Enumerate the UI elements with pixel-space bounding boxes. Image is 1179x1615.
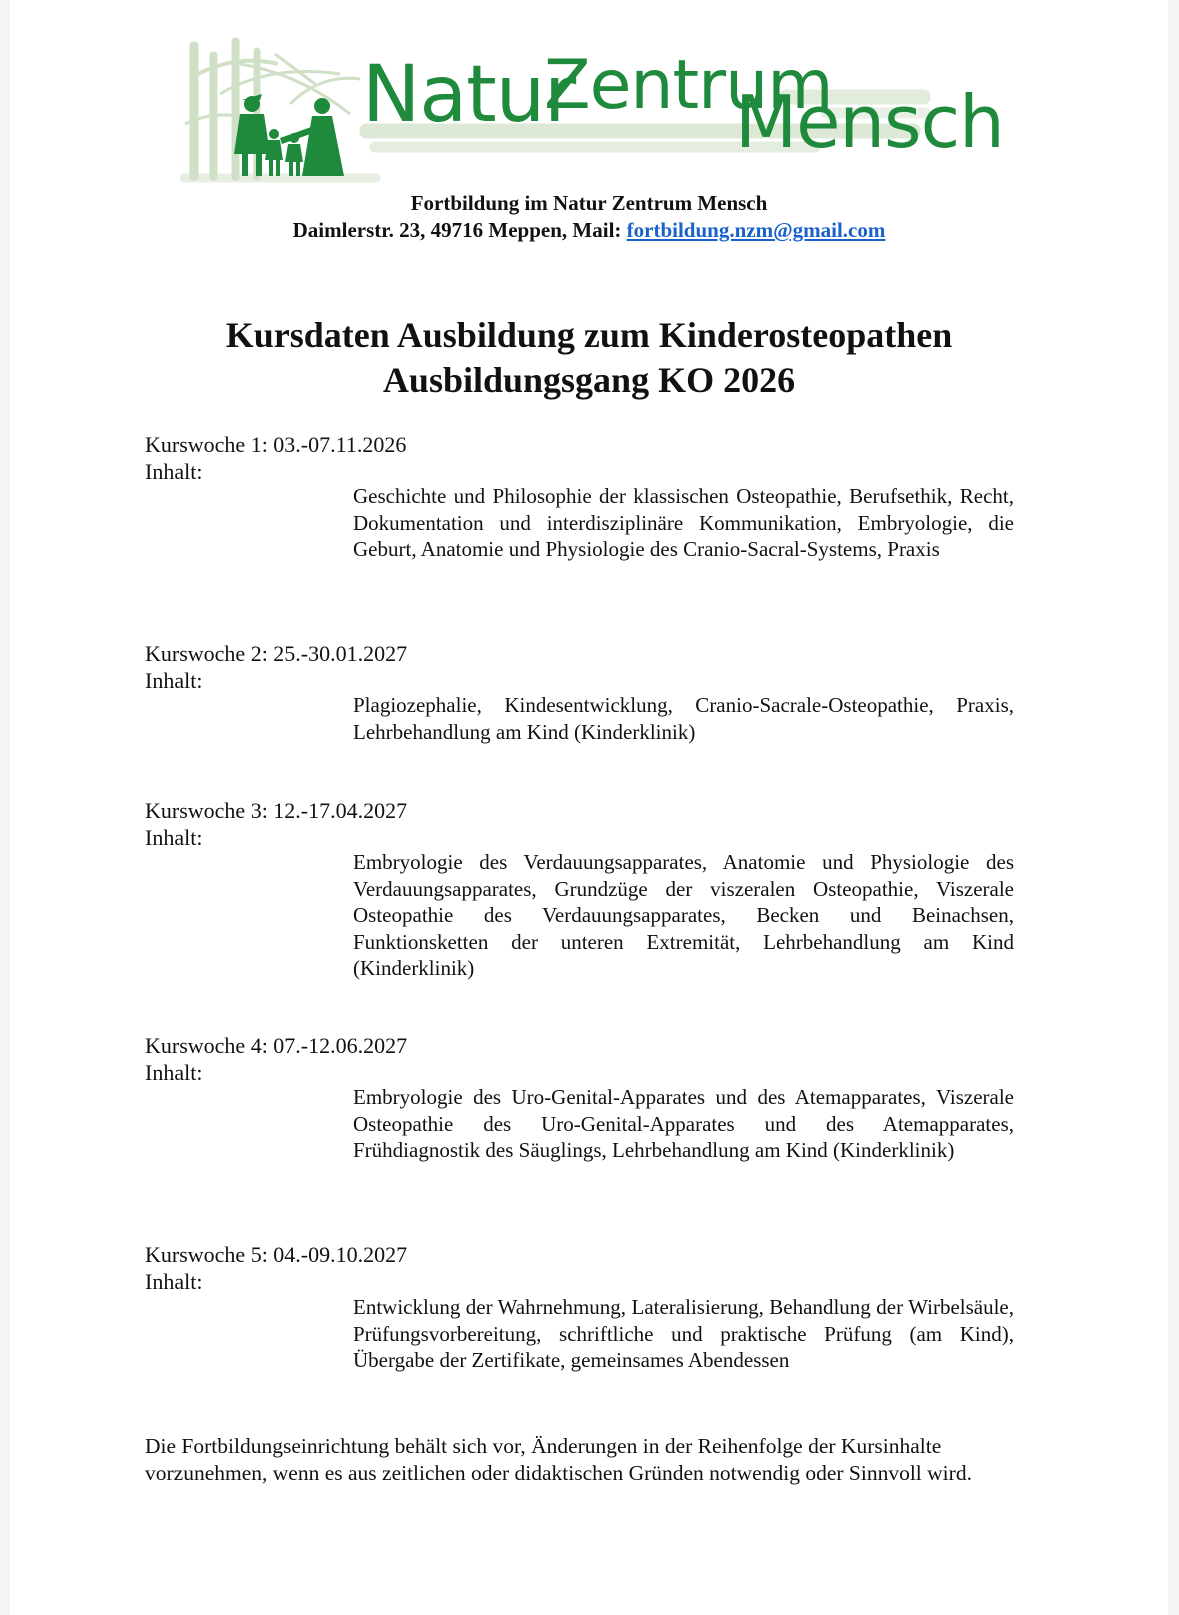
course-week-3 — [145, 797, 407, 851]
week-content: Embryologie des Uro-Genital-Apparates und des Atemapparates, Viszerale Osteopathie des Uro-Genital-Apparates und des Atemapparates, Frühdiagnostik des Säuglings, Lehrbehandlung am Kind (Kinderklinik) — [353, 1085, 1014, 1162]
week-heading: Kurswoche 5: 04.-09.10.2027 — [145, 1242, 408, 1267]
footer-disclaimer: Die Fortbildungseinrichtung behält sich vor, Änderungen in der Reihenfolge der Kursinhalte vorzunehmen, wenn es aus zeitlichen oder didaktischen Gründen notwendig oder Sinnvoll wird. — [145, 1434, 972, 1485]
course-week-1 — [145, 431, 406, 485]
course-week-2 — [145, 640, 407, 694]
header-org-line: Fortbildung im Natur Zentrum Mensch — [410, 191, 768, 215]
week-heading: Kurswoche 2: 25.-30.01.2027 — [145, 641, 408, 666]
week-heading: Kurswoche 4: 07.-12.06.2027 — [145, 1033, 408, 1058]
week-content: Plagiozephalie, Kindesentwicklung, Cranio-Sacrale-Osteopathie, Praxis, Lehrbehandlung am Kind (Kinderklinik) — [353, 693, 1014, 744]
email-link[interactable]: fortbildung.nzm@gmail.com — [626, 218, 886, 242]
course-week-5 — [145, 1241, 407, 1295]
week-content-label: Inhalt: — [145, 825, 203, 850]
week-content-label: Inhalt: — [145, 1060, 203, 1085]
week-content: Entwicklung der Wahrnehmung, Lateralisierung, Behandlung der Wirbelsäule, Prüfungsvorbereitung, schriftliche und praktische Prüfung (am Kind), Übergabe der Zertifikate, gemeinsames Abendessen — [353, 1295, 1014, 1372]
week-content: Geschichte und Philosophie der klassischen Osteopathie, Berufsethik, Recht, Dokumentation und interdisziplinäre Kommunikation, Embryologie, die Geburt, Anatomie und Physiologie des Cranio-Sacral-Systems, Praxis — [353, 484, 1014, 561]
header-address-line — [10, 218, 1168, 243]
logo-word-zentrum: Zentrum — [544, 46, 833, 125]
course-week-4 — [145, 1032, 407, 1086]
week-content-label: Inhalt: — [145, 1269, 203, 1294]
header-address: Daimlerstr. 23, 49716 Meppen, Mail: — [292, 218, 627, 242]
week-content: Embryologie des Verdauungsapparates, Anatomie und Physiologie des Verdauungsapparates, Grundzüge der viszeralen Osteopathie, Viszerale Osteopathie des Verdauungsapparates, Becken und Beinachsen, Funktionsketten der unteren Extremität, Lehrbehandlung am Kind (Kinderklinik) — [353, 850, 1014, 980]
title-line-1: Kursdaten Ausbildung zum Kinderosteopathen — [225, 315, 953, 355]
document-page — [10, 0, 1168, 1615]
document-title — [10, 313, 1168, 403]
week-content-label: Inhalt: — [145, 459, 203, 484]
logo-word-mensch: Mensch — [735, 80, 1004, 164]
week-heading: Kurswoche 3: 12.-17.04.2027 — [145, 798, 408, 823]
naturzentrummensch-logo — [180, 34, 1004, 194]
week-heading: Kurswoche 1: 03.-07.11.2026 — [145, 432, 407, 457]
logo-word-natur: Natur — [362, 50, 576, 140]
title-line-2: Ausbildungsgang KO 2026 — [382, 360, 796, 400]
week-content-label: Inhalt: — [145, 668, 203, 693]
